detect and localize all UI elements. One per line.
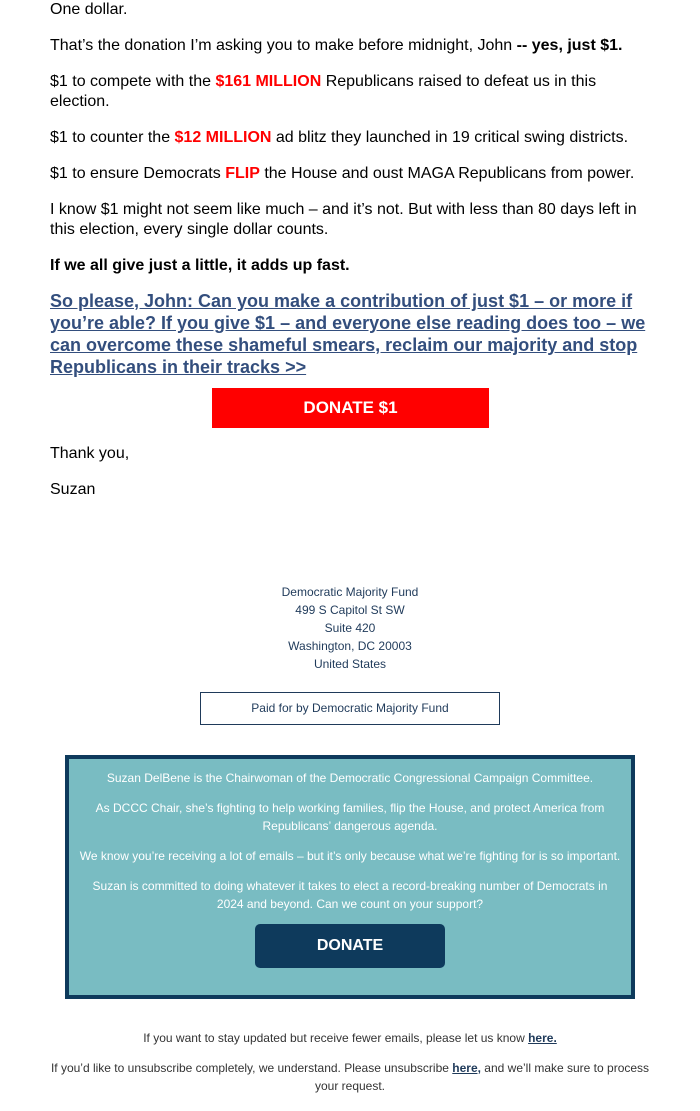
unsubscribe-text-a: If you’d like to unsubscribe completely, we understand. Please unsubscribe xyxy=(50,1061,453,1075)
flip-emphasis: FLIP xyxy=(225,165,260,182)
compete-amount: $161 MILLION xyxy=(215,73,322,90)
address-org: Democratic Majority Fund xyxy=(281,585,419,599)
info-emails: We know you’re receiving a lot of emails – but it’s only because what we’re fighting for is so important. xyxy=(79,849,621,863)
compete-text-a: $1 to compete with the xyxy=(50,73,216,90)
donate-button[interactable]: DONATE xyxy=(255,924,445,968)
fewer-emails-link[interactable]: here. xyxy=(528,1031,557,1045)
address-street: 499 S Capitol St SW xyxy=(295,603,405,617)
counter-paragraph xyxy=(50,128,650,148)
info-chair: Suzan DelBene is the Chairwoman of the Democratic Congressional Campaign Committee. xyxy=(106,771,594,785)
address-country: United States xyxy=(313,657,387,671)
ask-emphasis: -- yes, just $1. xyxy=(516,37,623,54)
info-support: Suzan is committed to doing whatever it takes to elect a record-breaking number of Democrats in 2024 and beyond. Can we count on your support? xyxy=(92,879,608,911)
compete-paragraph xyxy=(50,72,650,112)
compete-text-b: Republicans raised to defeat us in this election. xyxy=(50,73,597,110)
info-fighting: As DCCC Chair, she’s fighting to help working families, flip the House, and protect America from Republicans’ dangerous agenda. xyxy=(95,801,605,833)
counter-text-b: ad blitz they launched in 19 critical swing districts. xyxy=(271,129,629,146)
counter-text-a: $1 to counter the xyxy=(50,129,175,146)
ask-text: That’s the donation I’m asking you to make before midnight, John xyxy=(50,37,517,54)
paid-for-disclaimer: Paid for by Democratic Majority Fund xyxy=(200,692,500,725)
info-box xyxy=(65,755,635,999)
address-city: Washington, DC 20003 xyxy=(288,639,412,653)
flip-paragraph xyxy=(50,164,650,184)
counter-amount: $12 MILLION xyxy=(174,129,272,146)
opening-line: One dollar. xyxy=(50,1,128,18)
fewer-emails-text: If you want to stay updated but receive fewer emails, please let us know xyxy=(143,1031,529,1045)
signature: Suzan xyxy=(50,481,96,498)
flip-text-b: the House and oust MAGA Republicans from power. xyxy=(259,165,635,182)
fewer-emails-line xyxy=(50,1029,650,1047)
ask-paragraph xyxy=(50,36,650,56)
appeal-link[interactable]: So please, John: Can you make a contribution of just $1 – or more if you’re able? If you give $1 – and everyone else reading does too – we can overcome these shameful smears, reclaim our majority and stop Republicans in their tracks >> xyxy=(50,291,646,377)
unsubscribe-text-b: and we’ll make sure to process your request. xyxy=(314,1061,650,1093)
unsubscribe-line xyxy=(50,1059,650,1095)
flip-text-a: $1 to ensure Democrats xyxy=(50,165,226,182)
appeal-paragraph xyxy=(50,291,650,379)
donate-1-button[interactable]: DONATE $1 xyxy=(212,388,489,428)
unsubscribe-link[interactable]: here, xyxy=(452,1061,481,1075)
signoff: Thank you, xyxy=(50,445,130,462)
adds-up-paragraph: If we all give just a little, it adds up fast. xyxy=(50,257,350,274)
dollar-counts-paragraph: I know $1 might not seem like much – and it’s not. But with less than 80 days left in this election, every single dollar counts. xyxy=(50,201,637,238)
address-suite: Suite 420 xyxy=(324,621,376,635)
